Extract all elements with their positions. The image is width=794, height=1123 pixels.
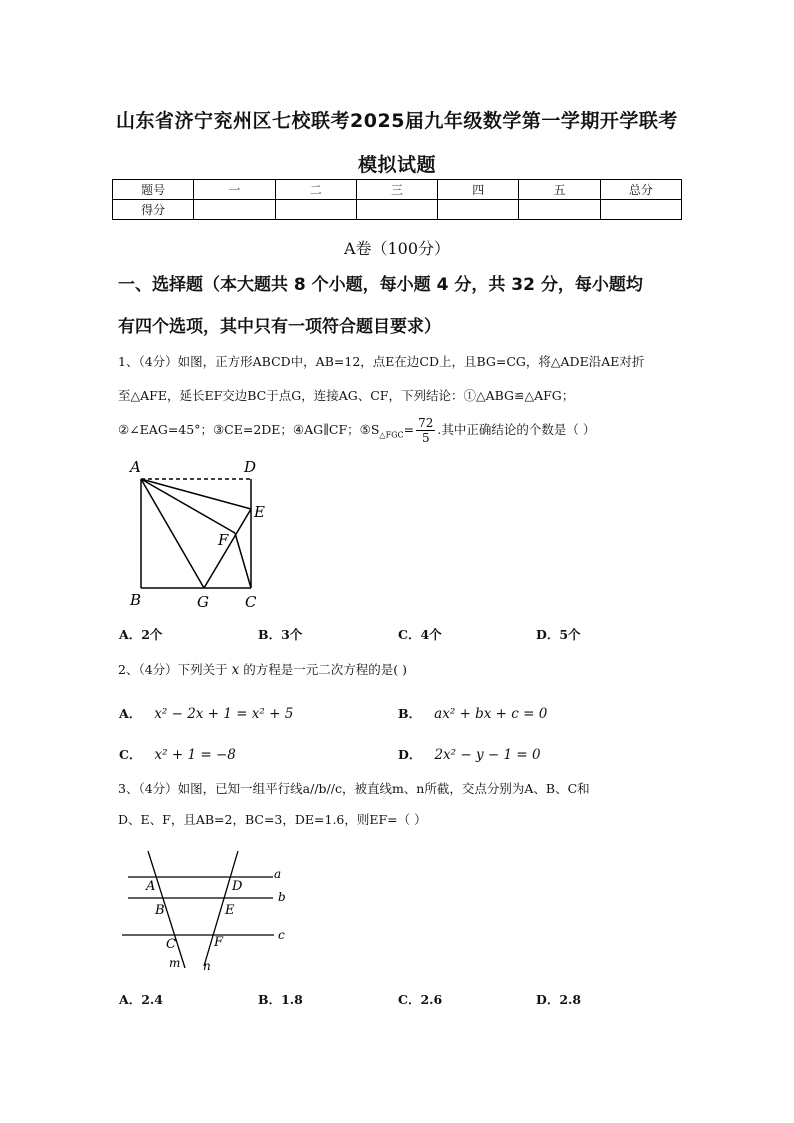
q2-option-a-label: A． [119,706,142,721]
label-E: E [225,903,235,918]
q2-option-c-label: C． [119,747,142,762]
q2-option-d[interactable] [398,744,541,763]
score-header-cell: 二 [275,180,356,200]
q1-fraction [416,416,435,445]
q1-fraction-numerator: 72 [418,416,434,430]
score-header-cell: 三 [356,180,437,200]
q2-option-b-expr: ax² + bx + c = 0 [434,706,548,722]
q2-option-d-label: D． [398,747,422,762]
score-header-cell: 题号 [113,180,194,200]
label-F: F [218,531,229,549]
q2-stem [118,654,688,686]
q2-option-c[interactable] [119,744,236,763]
segment-ag [141,479,204,588]
q1-stem-line3 [118,414,688,452]
score-cell [194,200,275,220]
q1-option-b[interactable]: B．3个 [258,627,303,642]
q2-option-b-label: B． [398,706,422,721]
q2-option-c-expr: x² + 1 = −8 [154,747,236,763]
score-table-header-row [113,180,682,200]
volume-heading: A卷（100分） [343,239,451,258]
q1-option-d[interactable]: D．5个 [536,627,581,642]
segment-cf [235,533,251,588]
page-title-line1: 山东省济宁兖州区七校联考2025届九年级数学第一学期开学联考 [116,110,678,132]
q2-stem-variable: x [231,662,240,678]
label-A: A [130,458,141,476]
segment-af [141,479,235,533]
score-row-label: 得分 [113,200,194,220]
q3-option-a[interactable]: A．2.4 [119,992,163,1007]
q3-option-c[interactable]: C．2.6 [398,992,443,1007]
q1-square-figure [120,455,280,615]
section-heading-line1: 一、选择题（本大题共 8 个小题，每小题 4 分，共 32 分，每小题均 [118,275,643,295]
q2-option-d-expr: 2x² − y − 1 = 0 [434,747,541,763]
q1-stem-line1: 1、（4分）如图，正方形ABCD中，AB=12，点E在边CD上，且BG=CG，将△ADE沿AE对折 [118,354,645,369]
q1-stem-line3-post: .其中正确结论的个数是（ ） [437,422,596,437]
q1-equals: = [403,422,415,437]
q3-stem-line2: D、E、F，且AB=2，BC=3，DE=1.6，则EF=（ ） [118,812,427,827]
label-a: a [274,867,282,881]
label-D: D [244,458,257,476]
score-table-score-row [113,200,682,220]
score-header-cell: 总分 [600,180,681,200]
segment-ae [141,479,251,509]
label-B: B [155,903,165,918]
q1-stem-line2: 至△AFE，延长EF交边BC于点G，连接AG、CF，下列结论：①△ABG≌△AFG； [118,388,575,403]
q2-stem-pre: 2、（4分）下列关于 [118,662,232,677]
score-cell [438,200,519,220]
q1-fraction-denominator: 5 [421,431,430,445]
score-header-cell: 四 [438,180,519,200]
label-G: G [197,593,209,611]
q1-stem-line3-pre: ②∠EAG=45°；③CE=2DE；④AG∥CF；⑤S [118,422,380,437]
label-F: F [214,935,224,950]
label-b: b [278,890,286,904]
score-cell [356,200,437,220]
score-table [112,179,682,220]
q3-parallel-lines-figure [118,848,298,976]
label-E: E [254,503,265,521]
q1-option-c[interactable]: C．4个 [398,627,442,642]
page-title-line2: 模拟试题 [357,154,436,176]
section-heading-line2: 有四个选项，其中只有一项符合题目要求） [118,317,441,337]
q1-area-subscript: △FGC [379,430,404,440]
q2-stem-post: 的方程是一元二次方程的是( ) [239,662,407,677]
q2-option-b[interactable] [398,703,547,722]
q3-option-b[interactable]: B．1.8 [258,992,303,1007]
score-cell [519,200,600,220]
q1-option-a[interactable]: A．2个 [119,627,163,642]
label-B: B [130,591,142,609]
q3-option-d[interactable]: D．2.8 [536,992,582,1007]
score-cell [600,200,681,220]
label-A: A [146,879,156,894]
label-c: c [278,928,285,942]
score-cell [275,200,356,220]
score-header-cell: 五 [519,180,600,200]
label-C: C [245,593,257,611]
label-m: m [169,956,181,970]
score-header-cell: 一 [194,180,275,200]
q2-option-a-expr: x² − 2x + 1 = x² + 5 [154,706,294,722]
q2-option-a[interactable] [119,703,293,722]
q3-stem-line1: 3、（4分）如图，已知一组平行线a//b//c，被直线m、n所截，交点分别为A、B、C和 [118,781,590,796]
label-D: D [232,879,243,894]
label-n: n [203,959,211,973]
label-C: C [166,937,176,952]
